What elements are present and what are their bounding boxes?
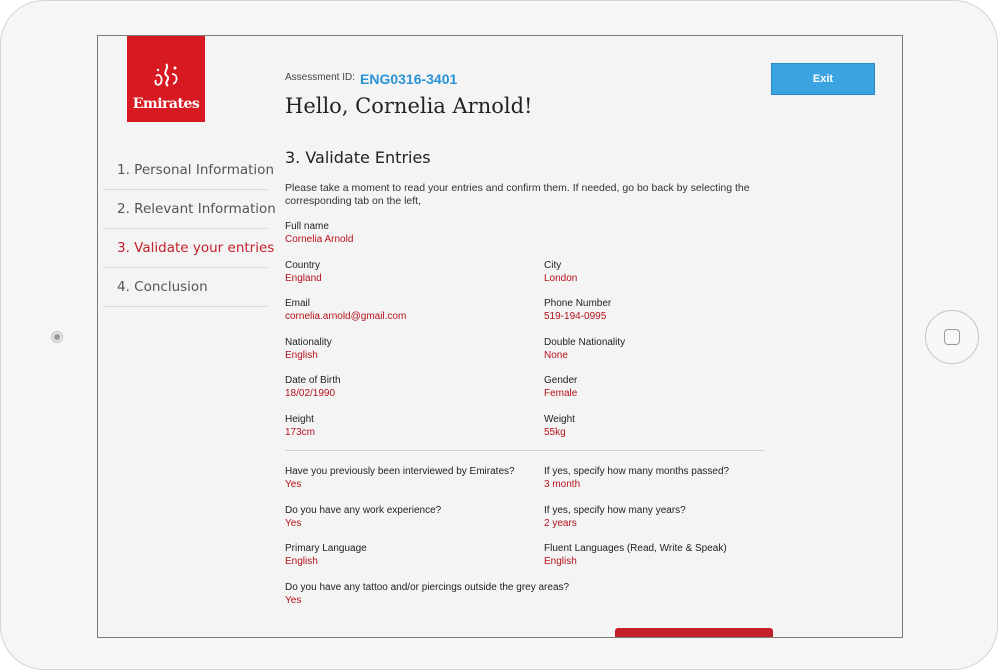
nav-item-personal-information[interactable]: 1. Personal Information	[103, 151, 267, 190]
field-value: 173cm	[285, 427, 316, 438]
field-label: Country	[285, 260, 321, 271]
field-nationality	[285, 336, 535, 362]
field-label: If yes, specify how many years?	[544, 505, 686, 516]
field-value: English	[285, 350, 318, 361]
field-value: Yes	[285, 479, 302, 490]
section-divider	[285, 450, 764, 451]
field-phone	[544, 297, 794, 323]
camera-icon	[51, 331, 63, 343]
field-years	[544, 504, 794, 530]
field-tattoo	[285, 581, 685, 607]
nav-item-relevant-information[interactable]: 2. Relevant Information	[103, 190, 267, 229]
calligraphy-icon	[150, 62, 182, 96]
field-date-of-birth	[285, 374, 535, 400]
field-full-name	[285, 220, 535, 246]
field-value: cornelia.arnold@gmail.com	[285, 311, 407, 322]
field-double-nationality	[544, 336, 794, 362]
field-label: Nationality	[285, 337, 332, 348]
home-square-icon	[944, 329, 960, 345]
field-label: Have you previously been interviewed by Emirates?	[285, 466, 515, 477]
field-label: If yes, specify how many months passed?	[544, 466, 730, 477]
field-label: Do you have any work experience?	[285, 505, 442, 516]
field-value: Yes	[285, 595, 302, 606]
field-value: 3 month	[544, 479, 581, 490]
screen	[97, 35, 903, 638]
field-interviewed	[285, 465, 535, 491]
field-value: None	[544, 350, 568, 361]
field-gender	[544, 374, 794, 400]
field-weight	[544, 413, 794, 439]
section-intro: Please take a moment to read your entries and confirm them. If needed, go bo back by selecting the corresponding tab on the left,	[285, 182, 750, 207]
field-label: Phone Number	[544, 298, 612, 309]
field-height	[285, 413, 535, 439]
greeting-title: Hello, Cornelia Arnold!	[285, 94, 533, 118]
field-fluent-languages	[544, 542, 794, 568]
field-label: Gender	[544, 375, 578, 386]
field-label: Height	[285, 414, 314, 425]
field-label: City	[544, 260, 562, 271]
field-value: Yes	[285, 518, 302, 529]
field-label: Double Nationality	[544, 337, 626, 348]
logo-wordmark: Emirates	[132, 96, 200, 112]
field-label: Email	[285, 298, 311, 309]
field-value: 55kg	[544, 427, 566, 438]
field-label: Date of Birth	[285, 375, 341, 386]
field-value: Female	[544, 388, 578, 399]
field-label: Full name	[285, 221, 329, 232]
field-work-experience	[285, 504, 535, 530]
nav-item-validate-entries[interactable]: 3. Validate your entries	[103, 229, 267, 268]
field-value: English	[285, 556, 318, 567]
emirates-logo	[127, 36, 205, 122]
field-email	[285, 297, 535, 323]
field-label: Do you have any tattoo and/or piercings outside the grey areas?	[285, 582, 570, 593]
field-value: Cornelia Arnold	[285, 234, 354, 245]
section-title: 3. Validate Entries	[285, 148, 431, 167]
field-value: 18/02/1990	[285, 388, 336, 399]
exit-button[interactable]: Exit	[771, 63, 875, 95]
field-label: Weight	[544, 414, 575, 425]
assessment-label: Assessment ID:	[285, 72, 356, 83]
field-value: 519-194-0995	[544, 311, 607, 322]
nav-item-conclusion[interactable]: 4. Conclusion	[103, 268, 267, 307]
field-primary-language	[285, 542, 535, 568]
field-value: 2 years	[544, 518, 577, 529]
field-value: London	[544, 273, 578, 284]
field-label: Primary Language	[285, 543, 367, 554]
field-value: England	[285, 273, 322, 284]
field-value: English	[544, 556, 577, 567]
field-country	[285, 259, 535, 285]
confirm-button[interactable]	[615, 628, 773, 638]
field-label: Fluent Languages (Read, Write & Speak)	[544, 543, 727, 554]
home-button[interactable]	[925, 310, 979, 364]
field-city	[544, 259, 794, 285]
assessment-id: ENG0316-3401	[360, 71, 458, 87]
field-months-passed	[544, 465, 794, 491]
step-nav	[103, 151, 276, 307]
